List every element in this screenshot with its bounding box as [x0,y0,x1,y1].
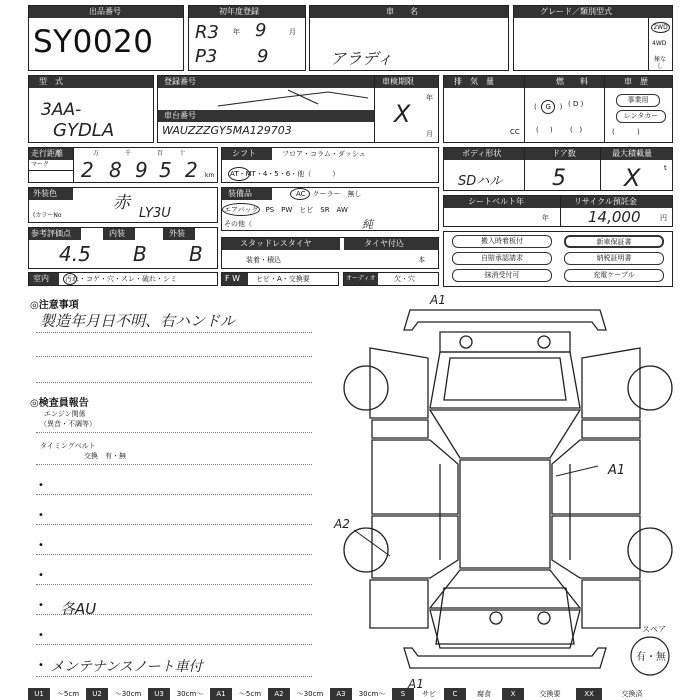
equipment-airbag-circle [222,203,260,216]
studless-label: スタッドレスタイヤ [240,239,312,248]
grade-label: グレード／類別型式 [540,7,612,16]
chassis-label: 車台番号 [164,111,196,120]
bullet-7: • [38,660,44,671]
legend-5: 30cm～ [176,690,204,698]
capacity-unit: t [664,164,667,172]
doors-label: ドア数 [552,149,576,158]
bullet-1: • [38,480,44,491]
color-box [28,187,218,223]
mileage-label: 走行距離 [31,149,63,158]
legend-15: 腐食 [477,690,491,698]
interior-dirt-circle [63,273,77,285]
mark-a1-bottom: A1 [408,677,424,688]
history-rental: レンタカー [616,110,666,123]
studless-options: 装着・積込 [246,256,281,264]
legend-10: A3 [330,688,352,700]
reg-number-strike [218,88,368,110]
mileage-unit-sen: 千 [125,150,132,157]
bullet-7-hand: メンテナンスノート車付 [50,659,203,675]
seatbelt-unit: 年 [542,214,549,222]
legend-16: X [502,688,524,700]
reg-month-unit: 月 [289,28,296,36]
legend-11: 30cm～ [358,690,386,698]
timing-sub: 交換 有・無 [84,452,126,460]
mileage-mark-label: マーク [31,161,50,168]
doc-delivery-plate: 搬入時着板付 [452,235,552,248]
shift-options: フロア・コラム・ダッシュ [282,150,366,158]
mileage-unit-man: 万 [93,150,100,157]
mark-a1-top: A1 [430,293,446,307]
legend-12: S [392,688,414,700]
color-hand: 赤 [113,193,130,213]
mark-a2-left: A2 [334,517,350,531]
displacement-fuel-box [443,75,673,143]
mark-a1-right: A1 [608,463,626,478]
seatbelt-label: シートベルト年 [468,197,524,206]
fuel-blank-left: ( ) [536,126,553,134]
shift-box [221,147,439,183]
legend-2: U2 [86,688,108,700]
body-hand: SDハル [458,174,503,189]
audio-box [343,272,439,286]
model-hand-1: 3AA- [41,100,82,120]
legend-13: サビ [422,690,436,698]
recycle-unit: 円 [660,214,667,222]
doors-hand: 5 [552,166,566,191]
lot-number: SY0020 [33,24,154,60]
spare-value: 有・無 [636,652,666,663]
score-hand: 4.5 [59,242,91,266]
doc-tax-certificate: 納税証明書 [564,252,664,265]
mileage-digit-2: 8 [109,158,122,182]
inspector-title: ◎検査員報告 [30,398,89,409]
audio-options: 欠・穴 [394,275,415,283]
equipment-row1: AC クーラー 無し [296,190,362,198]
car-damage-diagram [330,288,696,688]
fw-box [221,272,339,286]
car-name-hand: アラディ [330,49,393,68]
legend-1: ～5cm [56,690,80,698]
legend-7: ～5cm [238,690,262,698]
engine-sub: （異音・不調等） [40,420,96,428]
fw-label: F W [225,274,241,283]
first-registration-label: 初年度登録 [219,7,259,16]
mileage-unit: km [205,172,215,179]
interior-label: 内装 [109,229,125,238]
body-label: ボディ形状 [462,149,502,158]
reg-year-hand: R3 [195,22,219,43]
first-registration-box [188,5,306,71]
bullet-3: • [38,540,44,551]
reg-year-unit: 年 [233,28,240,36]
legend-0: U1 [28,688,50,700]
displacement-unit: CC [510,128,520,136]
caution-title: ◎注意事項 [30,300,79,311]
history-blank: ( ) [612,128,640,136]
history-label: 車 歴 [624,77,648,86]
equipment-ac-circle [290,188,310,200]
fuel-d: ( D ) [568,100,584,108]
bullet-5-hand: 各AU [60,600,97,618]
car-name-box [309,5,509,71]
color-code-hand: LY3U [139,206,171,221]
tire-label: タイヤ付込 [364,239,404,248]
studless-box [221,237,439,269]
shift-at-circle [228,167,250,181]
legend-3: ～30cm [114,690,142,698]
mileage-digit-4: 5 [159,158,172,182]
model-hand-2: GYDLA [53,120,115,141]
legend-14: C [444,688,466,700]
mileage-unit-hyaku: 百 [157,150,164,157]
legend-9: ～30cm [296,690,324,698]
equipment-other-hand: 純 [362,218,373,231]
mileage-unit-juu: 十 [179,150,186,157]
reg-alt-month-hand: 9 [257,46,269,67]
lot-number-label: 出品番号 [89,7,121,16]
equipment-row2: エアバッグ PS PW ヒビ SR AW [224,206,348,214]
score-box [28,227,218,269]
doc-liability-insurance: 自賠承認請求 [452,252,552,265]
audio-label: オーディオ [346,275,376,282]
recycle-label: リサイクル預託金 [574,197,637,206]
damage-legend [28,688,673,700]
equipment-box [221,187,439,231]
tire-unit: 本 [418,256,425,264]
mileage-box [28,147,218,183]
score-label: 参考評価点 [31,229,71,238]
car-name-label: 車 名 [386,7,418,16]
mileage-digit-1: 2 [81,158,94,182]
bullet-5: • [38,600,44,611]
grade-box [513,5,673,71]
lot-number-box [28,5,184,71]
bullet-4: • [38,570,44,581]
model-box [28,75,154,143]
capacity-hand: X [624,164,641,192]
mileage-digit-5: 2 [185,158,198,182]
fuel-label: 燃 料 [556,77,588,86]
reg-number-label: 登録番号 [164,77,196,86]
registration-chassis-box [157,75,439,143]
reg-month-hand: 9 [255,20,267,41]
caution-hand: 製造年月日不明、右ハンドル [40,312,236,330]
shift-label: シフト [232,149,256,158]
color-label: 外装色 [33,189,57,198]
legend-4: U3 [148,688,170,700]
drive-4wd: 4WD [652,40,667,47]
fw-options: ヒビ・A・交換要 [256,275,310,283]
mileage-digit-3: 9 [135,158,148,182]
model-label: 型 式 [39,77,63,86]
capacity-label: 最大積載量 [612,149,652,158]
interior-note-label: 室内 [33,274,49,283]
legend-18: XX [576,688,602,700]
legend-17: 交換要 [539,690,561,698]
exterior-hand: B [189,242,203,266]
doc-new-car-warranty: 新車保証書 [564,235,664,248]
doc-cancellation: 抹消受付可 [452,269,552,282]
chassis-hand: WAUZZZGY5MA129703 [162,124,292,137]
shift-row2: AT・MT・4・5・6・他（ ） [230,170,340,178]
inspection-hand: X [394,100,411,128]
reg-alt-hand: P3 [195,46,218,67]
inspection-label: 車検期限 [382,77,414,86]
interior-note-options: 汚れ・コゲ・穴・スレ・破れ・シミ [65,275,177,283]
inspection-month-unit: 月 [426,130,433,138]
doc-charging-cable: 充電ケーブル [564,269,664,282]
drive-none: 極なし [653,56,666,70]
documents-box [443,231,673,287]
timing-label: タイミングベルト [40,442,96,450]
displacement-label: 排 気 量 [454,77,494,86]
interior-note-box [28,272,218,286]
bullet-2: • [38,510,44,521]
fuel-g: ( G ) [534,100,562,114]
bullet-6: • [38,630,44,641]
color-code-label: (カラーNo [33,212,62,219]
equipment-other: その他（ [224,220,252,228]
recycle-hand: 14,000 [588,208,641,226]
history-business: 事業用 [616,94,660,107]
drive-2wd: 2WD [651,22,670,33]
spare-label: スペア [642,625,666,634]
inspection-year-unit: 年 [426,94,433,102]
legend-19: 交換済 [621,690,643,698]
engine-label: エンジン関係 [44,410,86,418]
fuel-blank-right: ( ) [570,126,583,134]
seatbelt-recycle-box [443,195,673,227]
body-box [443,147,673,191]
equipment-label: 装備品 [228,189,252,198]
legend-6: A1 [210,688,232,700]
exterior-label: 外装 [169,229,185,238]
legend-8: A2 [268,688,290,700]
interior-hand: B [133,242,147,266]
